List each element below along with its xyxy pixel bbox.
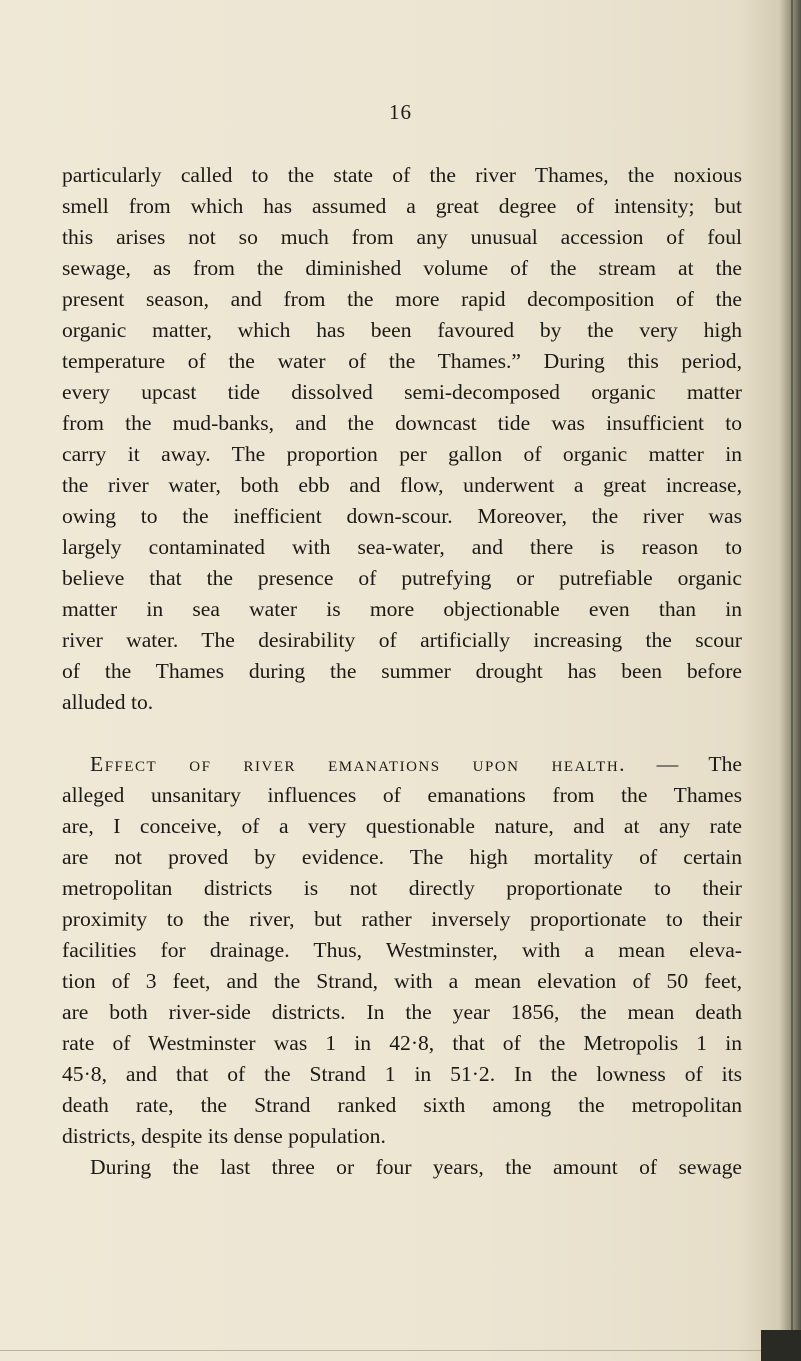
text-line: districts, despite its dense population.: [62, 1124, 386, 1148]
text-line: from the mud-banks, and the downcast tide was insufficient to: [62, 411, 742, 435]
text-line: this arises not so much from any unusual accession of foul: [62, 225, 742, 249]
text-line: proximity to the river, but rather inversely proportionate to their: [62, 907, 742, 931]
text-line: smell from which has assumed a great degree of intensity; but: [62, 194, 742, 218]
text-line: metropolitan districts is not directly proportionate to their: [62, 876, 742, 900]
text-line: matter in sea water is more objectionable even than in: [62, 597, 742, 621]
binding-shadow: [779, 0, 801, 1361]
text-line: carry it away. The proportion per gallon of organic matter in: [62, 442, 742, 466]
text-line: the river water, both ebb and flow, underwent a great increase,: [62, 473, 742, 497]
page-number: 16: [389, 100, 412, 124]
text-line: alluded to.: [62, 690, 154, 714]
text-line: particularly called to the state of the river Thames, the noxious: [62, 163, 742, 187]
text-line: are not proved by evidence. The high mortality of certain: [62, 845, 742, 869]
section-heading-line: [62, 749, 742, 780]
text-line: believe that the presence of putrefying or putrefiable organic: [62, 566, 742, 590]
binding-line: [791, 0, 793, 1361]
text-line: During the last three or four years, the amount of sewage: [90, 1155, 742, 1179]
body-text: [62, 160, 742, 1183]
text-line: alleged unsanitary influences of emanations from the Thames: [62, 783, 742, 807]
text-line: every upcast tide dissolved semi-decomposed organic matter: [62, 380, 742, 404]
text-line: largely contaminated with sea-water, and there is reason to: [62, 535, 742, 559]
text-line: 45·8, and that of the Strand 1 in 51·2. In the lowness of its: [62, 1062, 742, 1086]
text-line: rate of Westminster was 1 in 42·8, that of the Metropolis 1 in: [62, 1031, 742, 1055]
text-line: present season, and from the more rapid decomposition of the: [62, 287, 742, 311]
page-bottom-rule: [0, 1350, 801, 1351]
heading-continuation: — The: [626, 752, 742, 776]
text-line: death rate, the Strand ranked sixth among the metropolitan: [62, 1093, 742, 1117]
text-line: sewage, as from the diminished volume of the stream at the: [62, 256, 742, 280]
text-line: facilities for drainage. Thus, Westminster, with a mean eleva-: [62, 938, 742, 962]
scan-corner-mark: [761, 1330, 801, 1361]
text-line: river water. The desirability of artificially increasing the scour: [62, 628, 742, 652]
text-line: organic matter, which has been favoured by the very high: [62, 318, 742, 342]
text-line: of the Thames during the summer drought has been before: [62, 659, 742, 683]
text-line: tion of 3 feet, and the Strand, with a mean elevation of 50 feet,: [62, 969, 742, 993]
text-line: owing to the inefficient down-scour. Moreover, the river was: [62, 504, 742, 528]
section-heading: Effect of river emanations upon health.: [90, 752, 627, 776]
text-line: temperature of the water of the Thames.” During this period,: [62, 349, 742, 373]
text-line: are, I conceive, of a very questionable nature, and at any rate: [62, 814, 742, 838]
paragraph-gap: [62, 718, 742, 749]
text-line: are both river-side districts. In the year 1856, the mean death: [62, 1000, 742, 1024]
